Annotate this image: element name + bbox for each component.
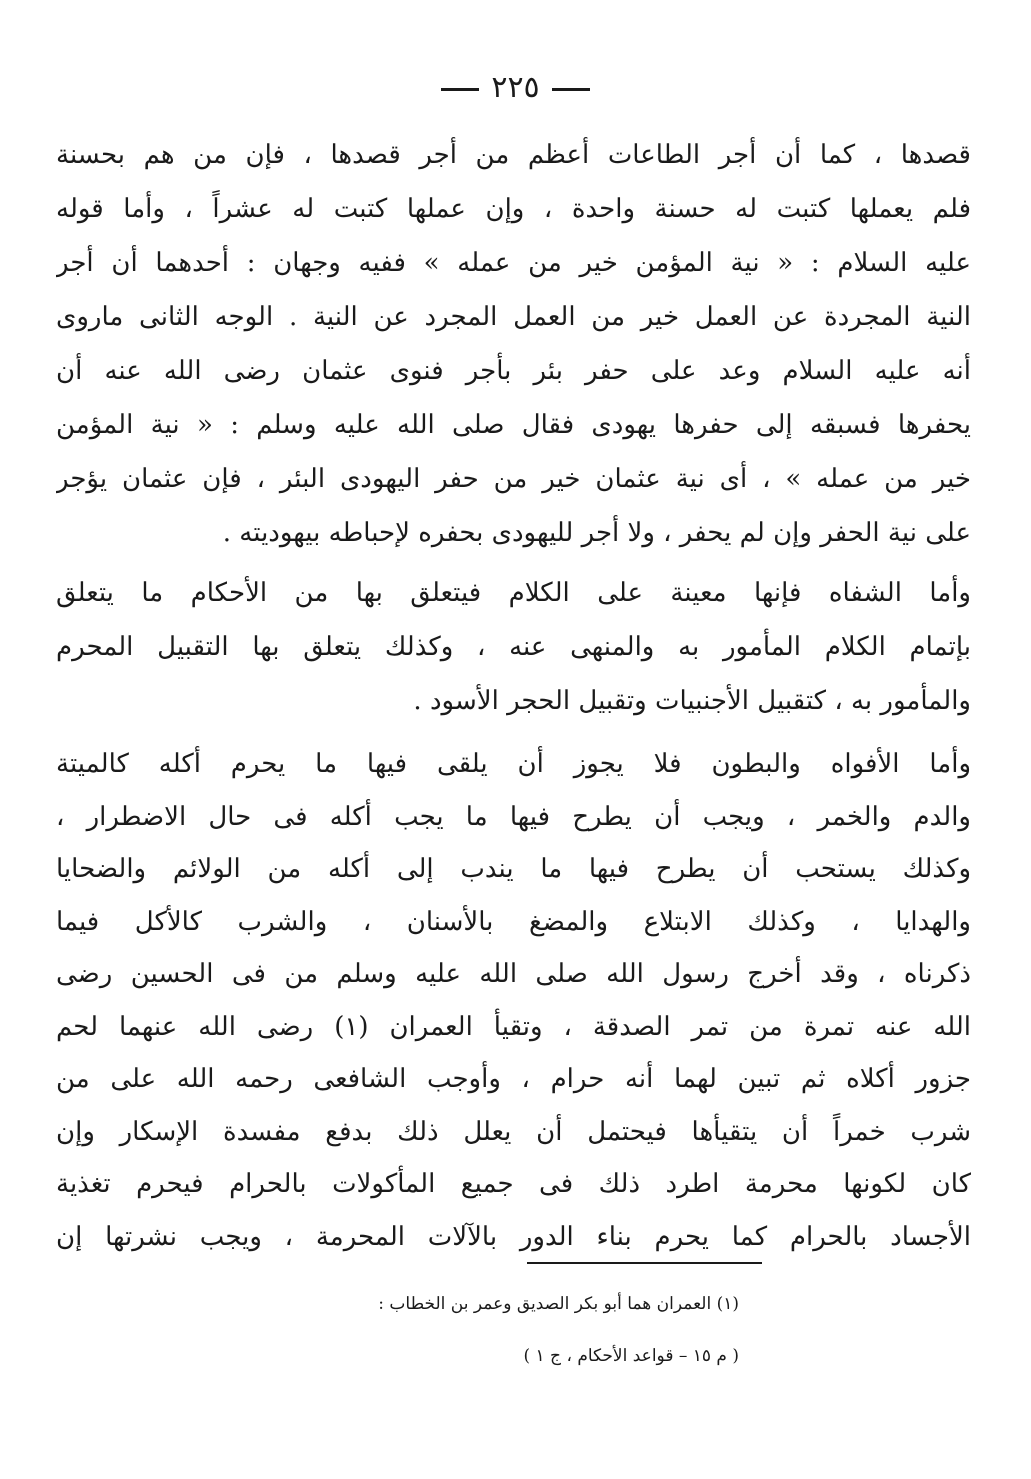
text-line: خير من عمله » ، أى نية عثمان خير من حفر اليهودى البئر ، فإن عثمان يؤجر bbox=[56, 464, 971, 494]
text-line: عليه السلام : « نية المؤمن خير من عمله » ففيه وجهان : أحدهما أن أجر bbox=[56, 248, 971, 278]
text-line: النية المجردة عن العمل خير من العمل المجرد عن النية . الوجه الثانى ماروى bbox=[56, 302, 971, 332]
page-number: ٢٢٥ bbox=[491, 70, 540, 105]
text-line: وكذلك يستحب أن يطرح فيها ما يندب إلى أكله من الولائم والضحايا bbox=[56, 854, 971, 884]
footnote-text: (١) العمران هما أبو بكر الصديق وعمر بن الخطاب : bbox=[378, 1294, 739, 1314]
text-line: كان لكونها محرمة اطرد ذلك فى جميع المأكولات بالحرام فيحرم تغذية bbox=[56, 1169, 971, 1199]
text-line: الله عنه تمرة من تمر الصدقة ، وتقيأ العمران (١) رضى الله عنهما لحم bbox=[56, 1011, 971, 1042]
text-line: على نية الحفر وإن لم يحفر ، ولا أجر لليهودى بحفره لإحباطه بيهوديته . bbox=[222, 518, 971, 548]
text-line: جزور أكلاه ثم تبين لهما أنه حرام ، وأوجب الشافعى رحمه الله على من bbox=[56, 1064, 971, 1094]
text-line: قصدها ، كما أن أجر الطاعات أعظم من أجر قصدها ، فإن من هم بحسنة bbox=[56, 140, 971, 170]
header-dash-right bbox=[552, 88, 590, 91]
text-line: وأما الأفواه والبطون فلا يجوز أن يلقى فيها ما يحرم أكله كالميتة bbox=[56, 749, 971, 779]
text-line: بإتمام الكلام المأمور به والمنهى عنه ، وكذلك يتعلق بها التقبيل المحرم bbox=[56, 632, 971, 662]
text-line: يحفرها فسبقه إلى حفرها يهودى فقال صلى الله عليه وسلم : « نية المؤمن bbox=[56, 410, 971, 440]
paragraph-1 bbox=[56, 128, 971, 560]
signature-mark: ( م ١٥ – قواعد الأحكام ، ج ١ ) bbox=[523, 1346, 739, 1366]
text-line: ذكرناه ، وقد أخرج رسول الله صلى الله عليه وسلم من فى الحسين رضى bbox=[56, 959, 971, 989]
paragraph-3 bbox=[56, 738, 971, 1263]
text-line: فلم يعملها كتبت له حسنة واحدة ، وإن عملها كتبت له عشراً ، وأما قوله bbox=[56, 194, 971, 224]
text-line: والدم والخمر ، ويجب أن يطرح فيها ما يجب أكله فى حال الاضطرار ، bbox=[56, 801, 971, 832]
paragraph-2 bbox=[56, 566, 971, 728]
text-line: والهدايا ، وكذلك الابتلاع والمضغ بالأسنان ، والشرب كالأكل فيما bbox=[56, 906, 971, 937]
header-dash-left bbox=[441, 88, 479, 91]
text-line: شرب خمراً أن يتقيأها فيحتمل أن يعلل ذلك بدفع مفسدة الإسكار وإن bbox=[56, 1116, 971, 1147]
text-line: وأما الشفاه فإنها معينة على الكلام فيتعلق بها من الأحكام ما يتعلق bbox=[56, 578, 971, 608]
text-line: الأجساد بالحرام كما يحرم بناء الدور بالآلات المحرمة ، ويجب نشرتها إن bbox=[56, 1221, 971, 1252]
text-line: أنه عليه السلام وعد على حفر بئر بأجر فنوى عثمان رضى الله عنه أن bbox=[56, 356, 971, 386]
text-line: والمأمور به ، كتقبيل الأجنبيات وتقبيل الحجر الأسود . bbox=[413, 686, 971, 716]
page-header bbox=[0, 70, 1031, 106]
footnote-separator bbox=[527, 1262, 762, 1264]
